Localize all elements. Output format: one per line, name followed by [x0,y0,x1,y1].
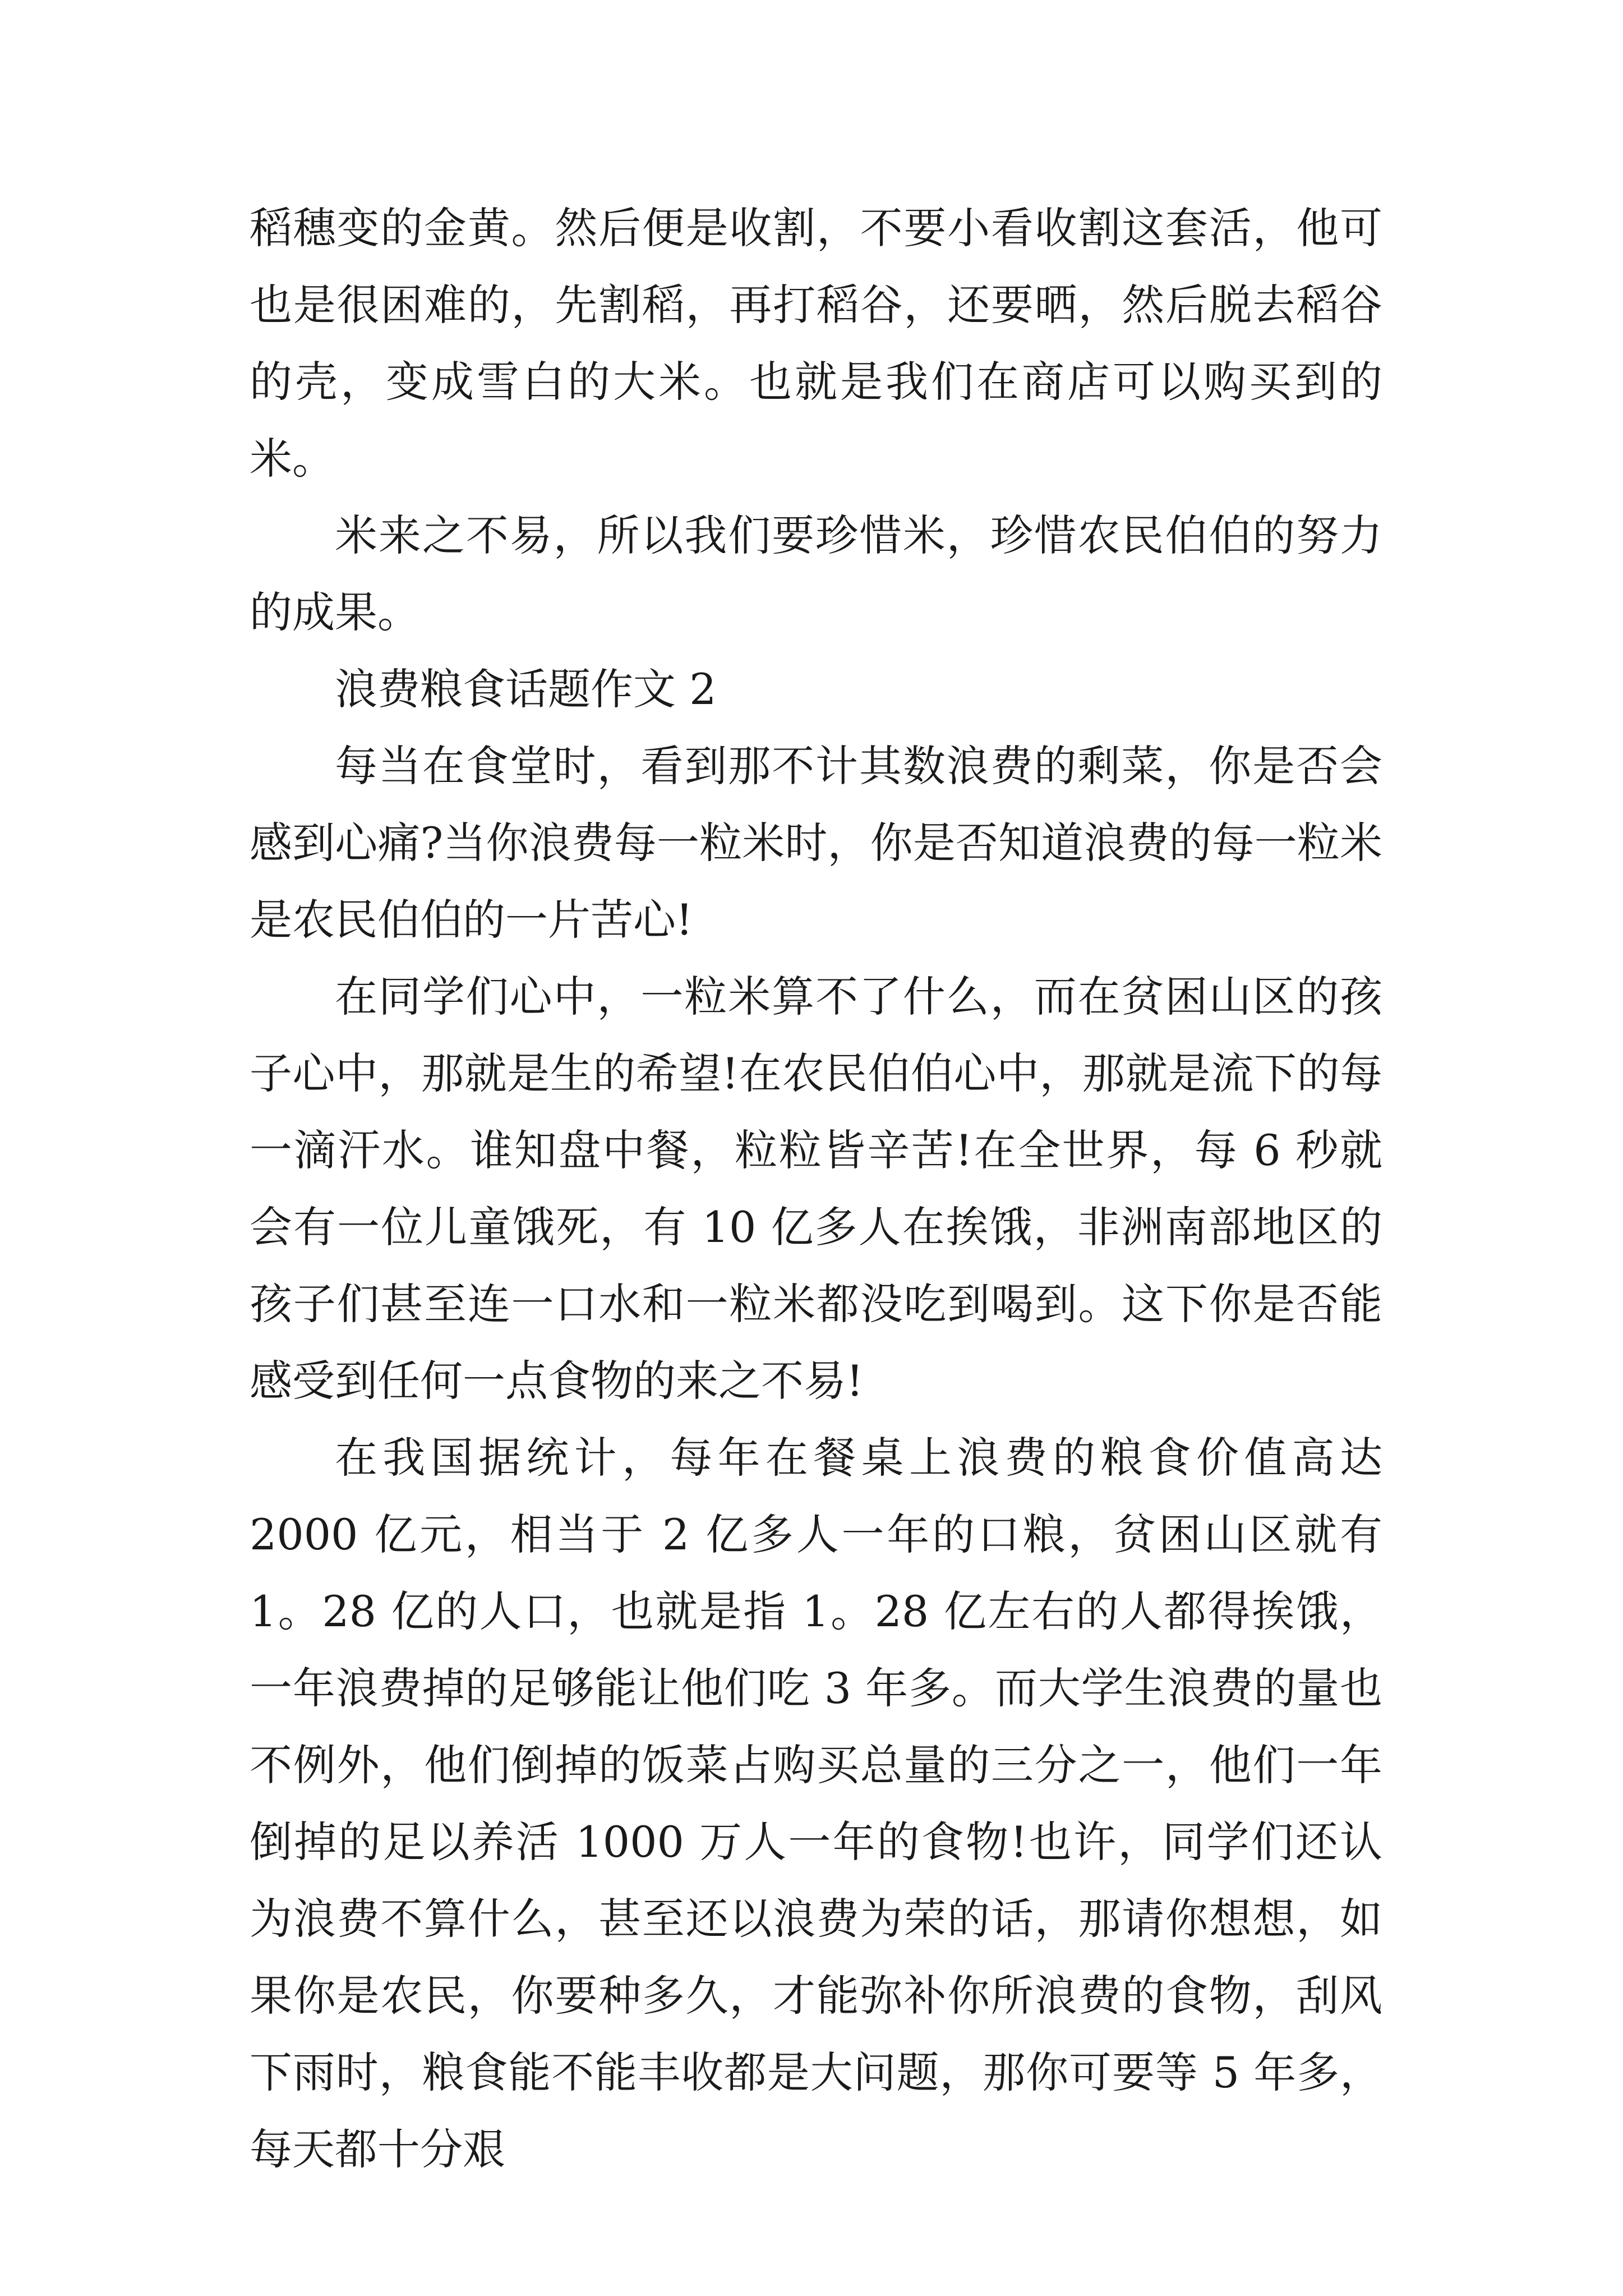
paragraph: 米来之不易，所以我们要珍惜米，珍惜农民伯伯的努力的成果。 [250,510,1382,637]
section-heading: 浪费粮食话题作文 2 [335,664,717,714]
paragraph: 稻穗变的金黄。然后便是收割，不要小看收割这套活，他可也是很困难的，先割稻，再打稻谷，还要晒，然后脱去稻谷的壳，变成雪白的大米。也就是我们在商店可以购买到的米。 [250,203,1382,484]
paragraph: 每当在食堂时，看到那不计其数浪费的剩菜，你是否会感到心痛?当你浪费每一粒米时，你是否知道浪费的每一粒米是农民伯伯的一片苦心! [250,741,1382,945]
document-body [250,190,1382,2188]
paragraph: 在同学们心中，一粒米算不了什么，而在贫困山区的孩子心中，那就是生的希望!在农民伯伯心中，那就是流下的每一滴汗水。谁知盘中餐，粒粒皆辛苦!在全世界，每 6 秒就会有一位儿童饿死，有 10 亿多人在挨饿，非洲南部地区的孩子们甚至连一口水和一粒米都没吃到喝到。这下你是否能感受到任何一点食物的来之不易! [250,972,1382,1406]
paragraph: 在我国据统计，每年在餐桌上浪费的粮食价值高达 2000 亿元，相当于 2 亿多人一年的口粮，贫困山区就有 1。28 亿的人口，也就是指 1。28 亿左右的人都得挨饿，一年浪费掉的足够能让他们吃 3 年多。而大学生浪费的量也不例外，他们倒掉的饭菜占购买总量的三分之一，他们一年倒掉的足以养活 1000 万人一年的食物!也许，同学们还认为浪费不算什么，甚至还以浪费为荣的话，那请你想想，如果你是农民，你要种多久，才能弥补你所浪费的食物，刮风下雨时，粮食能不能丰收都是大问题，那你可要等 5 年多，每天都十分艰 [250,1433,1382,2174]
